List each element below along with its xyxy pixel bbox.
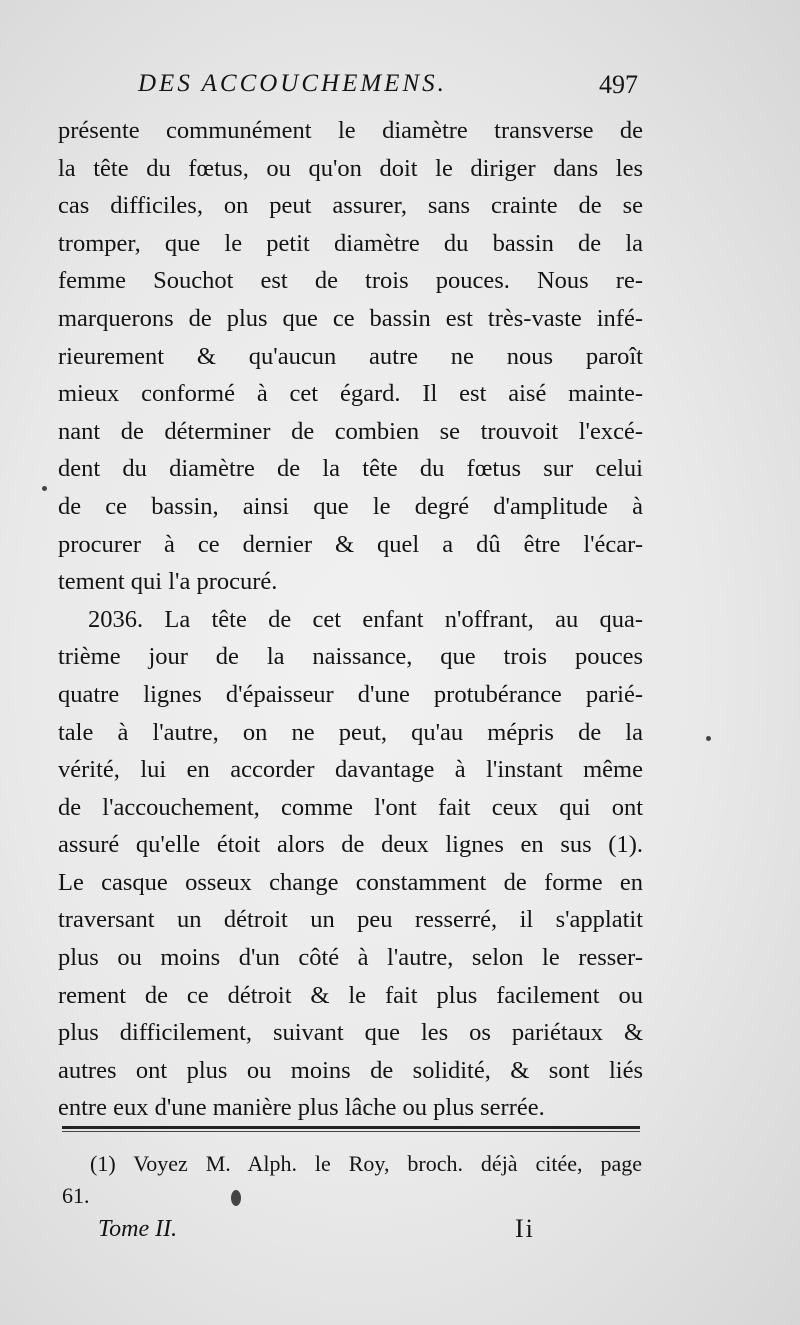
text-line: nant de déterminer de combien se trouvoit l'excé- [58, 417, 643, 445]
text-line: la tête du fœtus, ou qu'on doit le diriger dans les [58, 154, 643, 182]
text-line: de l'accouchement, comme l'ont fait ceux qui ont [58, 793, 643, 821]
ink-speck [42, 486, 47, 491]
text-line: tale à l'autre, on ne peut, qu'au mépris de la [58, 718, 643, 746]
body-text [58, 112, 643, 1127]
running-head: DES ACCOUCHEMENS. [138, 70, 447, 97]
paragraph-start-line: 2036. La tête de cet enfant n'offrant, au qua- [88, 605, 643, 633]
volume-signature: Tome II. [98, 1216, 178, 1242]
text-line: traversant un détroit un peu resserré, il s'applatit [58, 906, 643, 934]
text-line: trième jour de la naissance, que trois pouces [58, 643, 643, 671]
text-line: procurer à ce dernier & quel a dû être l'écar- [58, 530, 643, 558]
page-number: 497 [599, 70, 638, 99]
footnote-rule [62, 1126, 640, 1129]
text-line: entre eux d'une manière plus lâche ou plus serrée. [58, 1094, 545, 1122]
page-header [138, 70, 638, 104]
text-line: marquerons de plus que ce bassin est très-vaste infé- [58, 304, 643, 332]
text-line: dent du diamètre de la tête du fœtus sur celui [58, 455, 643, 483]
ink-speck [231, 1190, 241, 1206]
text-line: tement qui l'a procuré. [58, 568, 278, 596]
footnote [62, 1148, 642, 1212]
text-line: mieux conformé à cet égard. Il est aisé mainte- [58, 380, 643, 408]
signature-mark: Ii [515, 1214, 535, 1243]
text-line: Le casque osseux change constamment de forme en [58, 868, 643, 896]
text-line: de ce bassin, ainsi que le degré d'amplitude à [58, 492, 643, 520]
text-line: quatre lignes d'épaisseur d'une protubérance parié- [58, 680, 643, 708]
text-line: vérité, lui en accorder davantage à l'instant même [58, 756, 643, 784]
text-line: présente communément le diamètre transverse de [58, 117, 643, 144]
ink-speck [706, 736, 711, 741]
text-line: tromper, que le petit diamètre du bassin de la [58, 229, 643, 257]
text-line: plus difficilement, suivant que les os pariétaux & [58, 1019, 643, 1047]
text-line: cas difficiles, on peut assurer, sans crainte de se [58, 192, 643, 220]
text-line: plus ou moins d'un côté à l'autre, selon le resser- [58, 944, 643, 972]
text-line: femme Souchot est de trois pouces. Nous re- [58, 267, 643, 295]
footnote-line: (1) Voyez M. Alph. le Roy, broch. déjà citée, page [90, 1151, 642, 1176]
text-line: autres ont plus ou moins de solidité, & sont liés [58, 1056, 643, 1084]
text-line: rieurement & qu'aucun autre ne nous paroît [58, 342, 643, 370]
footnote-line: 61. [62, 1183, 90, 1208]
text-line: rement de ce détroit & le fait plus facilement ou [58, 981, 643, 1009]
text-line: assuré qu'elle étoit alors de deux lignes en sus (1). [58, 831, 643, 859]
